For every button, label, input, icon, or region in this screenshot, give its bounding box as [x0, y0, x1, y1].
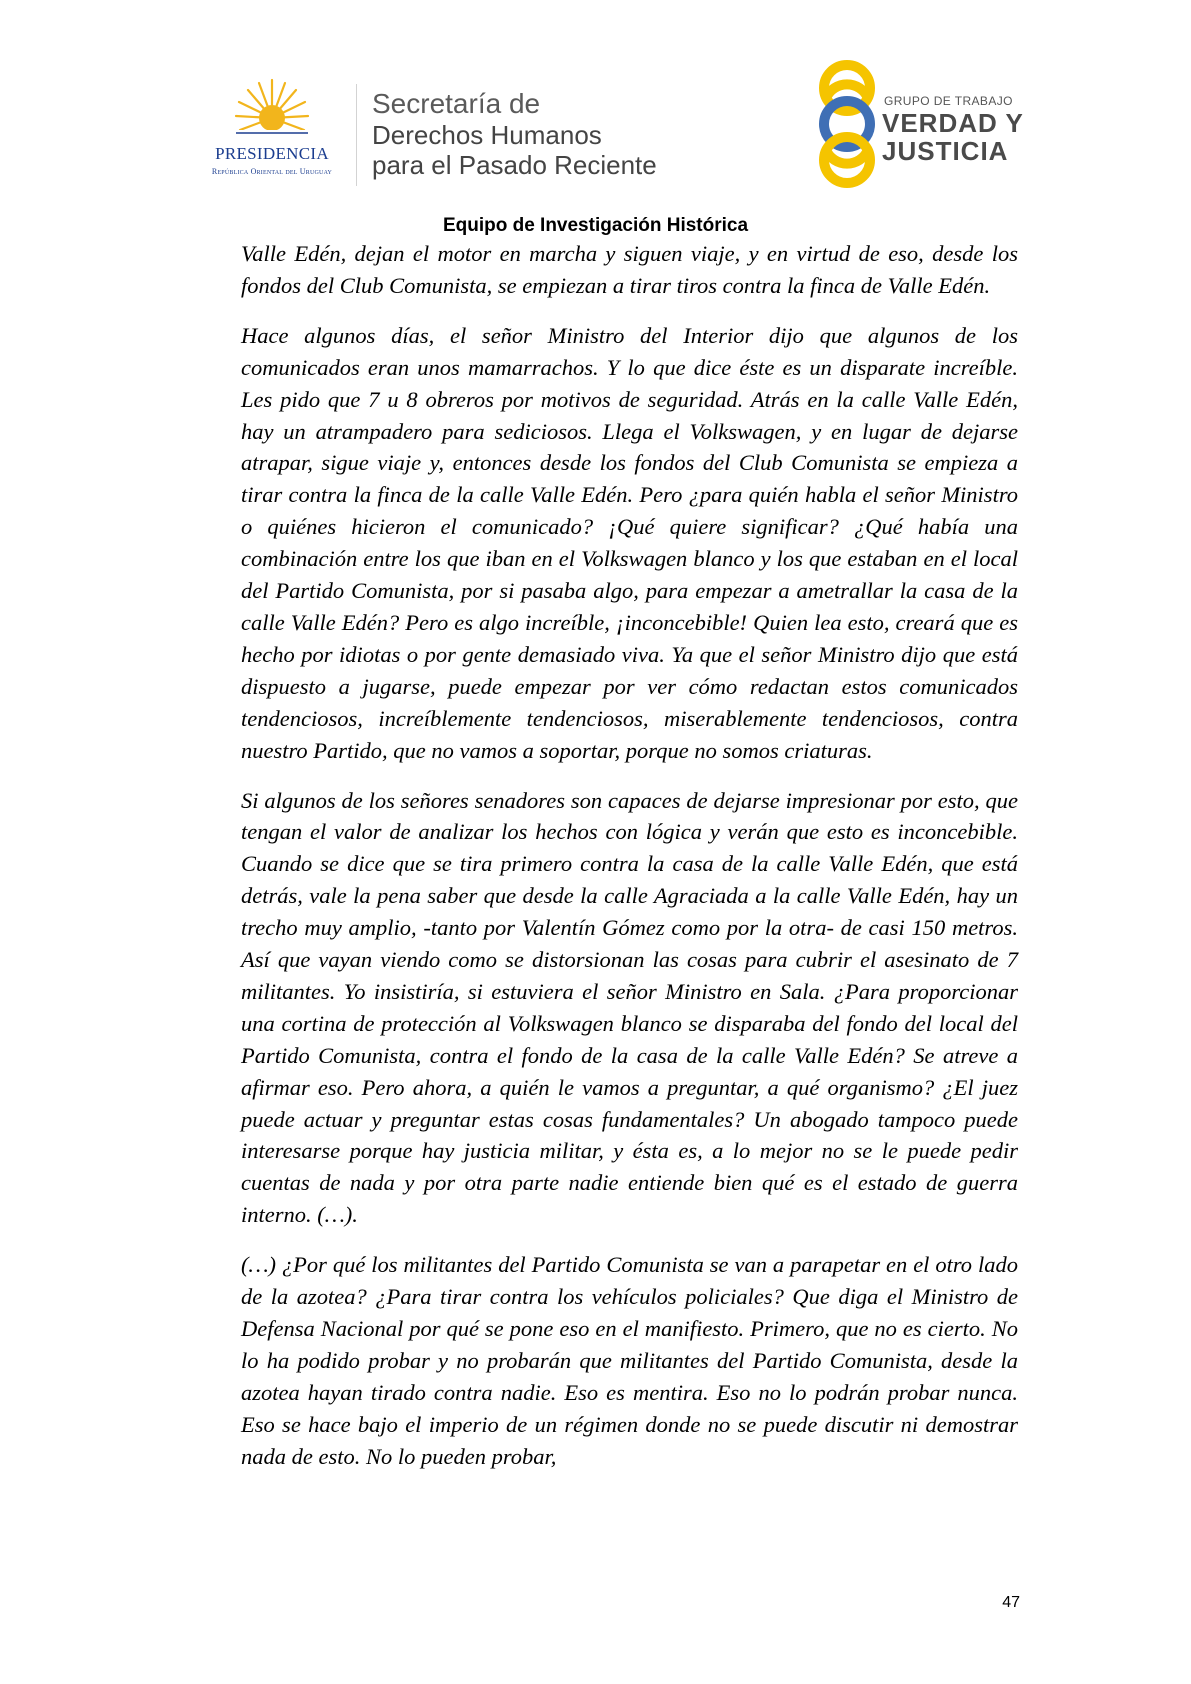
- verdad-justicia-logo: [812, 58, 1032, 190]
- paragraph: Hace algunos días, el señor Ministro del Interior dijo que algunos de los comunicados eran unos mamarrachos. Y lo que dice éste es un disparate increíble. Les pido que 7 u 8 obreros por motivos de seguridad. Atrás en la calle Valle Edén, hay un atrampadero para sediciosos. Llega el Volkswagen, y en lugar de dejarse atrapar, sigue viaje y, entonces desde los fondos del Club Comunista se empieza a tirar contra la finca de la calle Valle Edén. Pero ¿para quién habla el señor Ministro o quiénes hicieron el comunicado? ¡Qué quiere significar? ¿Qué había una combinación entre los que iban en el Volkswagen blanco y los que estaban en el local del Partido Comunista, por si pasaba algo, para empezar a ametrallar la casa de la calle Valle Edén? Pero es algo increíble, ¡inconcebible! Quien lea esto, creará que es hecho por idiotas o por gente demasiado viva. Ya que el señor Ministro dijo que está dispuesto a jugarse, puede empezar por ver cómo redactan estos comunicados tendenciosos, increíblemente tendenciosos, miserablemente tendenciosos, contra nuestro Partido, que no vamos a soportar, porque no somos criaturas.: [241, 322, 1018, 763]
- paragraph: Valle Edén, dejan el motor en marcha y siguen viaje, y en virtud de eso, desde los fondos del Club Comunista, se empiezan a tirar tiros contra la finca de Valle Edén.: [241, 241, 1018, 298]
- sun-emblem-icon: [234, 78, 310, 142]
- presidencia-name: PRESIDENCIA: [215, 144, 329, 163]
- secretaria-line-1: Secretaría de: [372, 88, 541, 119]
- page-number: 47: [1002, 1594, 1020, 1611]
- paragraph: (…) ¿Por qué los militantes del Partido Comunista se van a parapetar en el otro lado de la azotea? ¿Para tirar contra los vehículos policiales? Que diga el Ministro de Defensa Nacional por qué se pone eso en el manifiesto. Primero, que no es cierto. No lo ha podido probar y no probarán que militantes del Partido Comunista, desde la azotea hayan tirado contra nadie. Eso es mentira. Eso no lo podrán probar nunca. Eso se hace bajo el imperio de un régimen donde no se puede discutir ni demostrar nada de esto. No lo pueden probar,: [241, 1252, 1018, 1469]
- secretaria-logo-text: [372, 88, 657, 180]
- presidencia-subtitle: República Oriental del Uruguay: [211, 167, 333, 176]
- grupo-label: GRUPO DE TRABAJO: [884, 94, 1013, 108]
- verdad-label: VERDAD Y: [882, 108, 1024, 138]
- linked-rings-icon: [812, 58, 882, 190]
- presidencia-logo: [196, 78, 348, 188]
- logo-divider: [356, 84, 357, 186]
- page-header: [0, 0, 1191, 245]
- document-body: [241, 238, 1018, 1491]
- secretaria-line-3: para el Pasado Reciente: [372, 150, 657, 180]
- justicia-label: JUSTICIA: [882, 136, 1009, 166]
- team-name: Equipo de Investigación Histórica: [442, 215, 749, 236]
- secretaria-line-2: Derechos Humanos: [372, 120, 602, 150]
- paragraph: Si algunos de los señores senadores son capaces de dejarse impresionar por esto, que tengan el valor de analizar los hechos con lógica y verán que esto es inconcebible. Cuando se dice que se tira primero contra la casa de la calle Valle Edén, que está detrás, vale la pena saber que desde la calle Agraciada a la calle Valle Edén, hay un trecho muy amplio, -tanto por Valentín Gómez como por la otra- de casi 150 metros. Así que vayan viendo como se distorsionan las cosas para cubrir el asesinato de 7 militantes. Yo insistiría, si estuviera el señor Ministro en Sala. ¿Para proporcionar una cortina de protección al Volkswagen blanco se disparaba del fondo del local del Partido Comunista, contra el fondo de la casa de la calle Valle Edén? Se atreve a afirmar eso. Pero ahora, a quién le vamos a preguntar, a qué organismo? ¿El juez puede actuar y preguntar estas cosas fundamentales? Un abogado tampoco puede interesarse porque hay justicia militar, y ésta es, a lo mejor no se le puede pedir cuentas de nada y por otra parte nadie entiende bien qué es el estado de guerra interno. (…).: [241, 787, 1018, 1228]
